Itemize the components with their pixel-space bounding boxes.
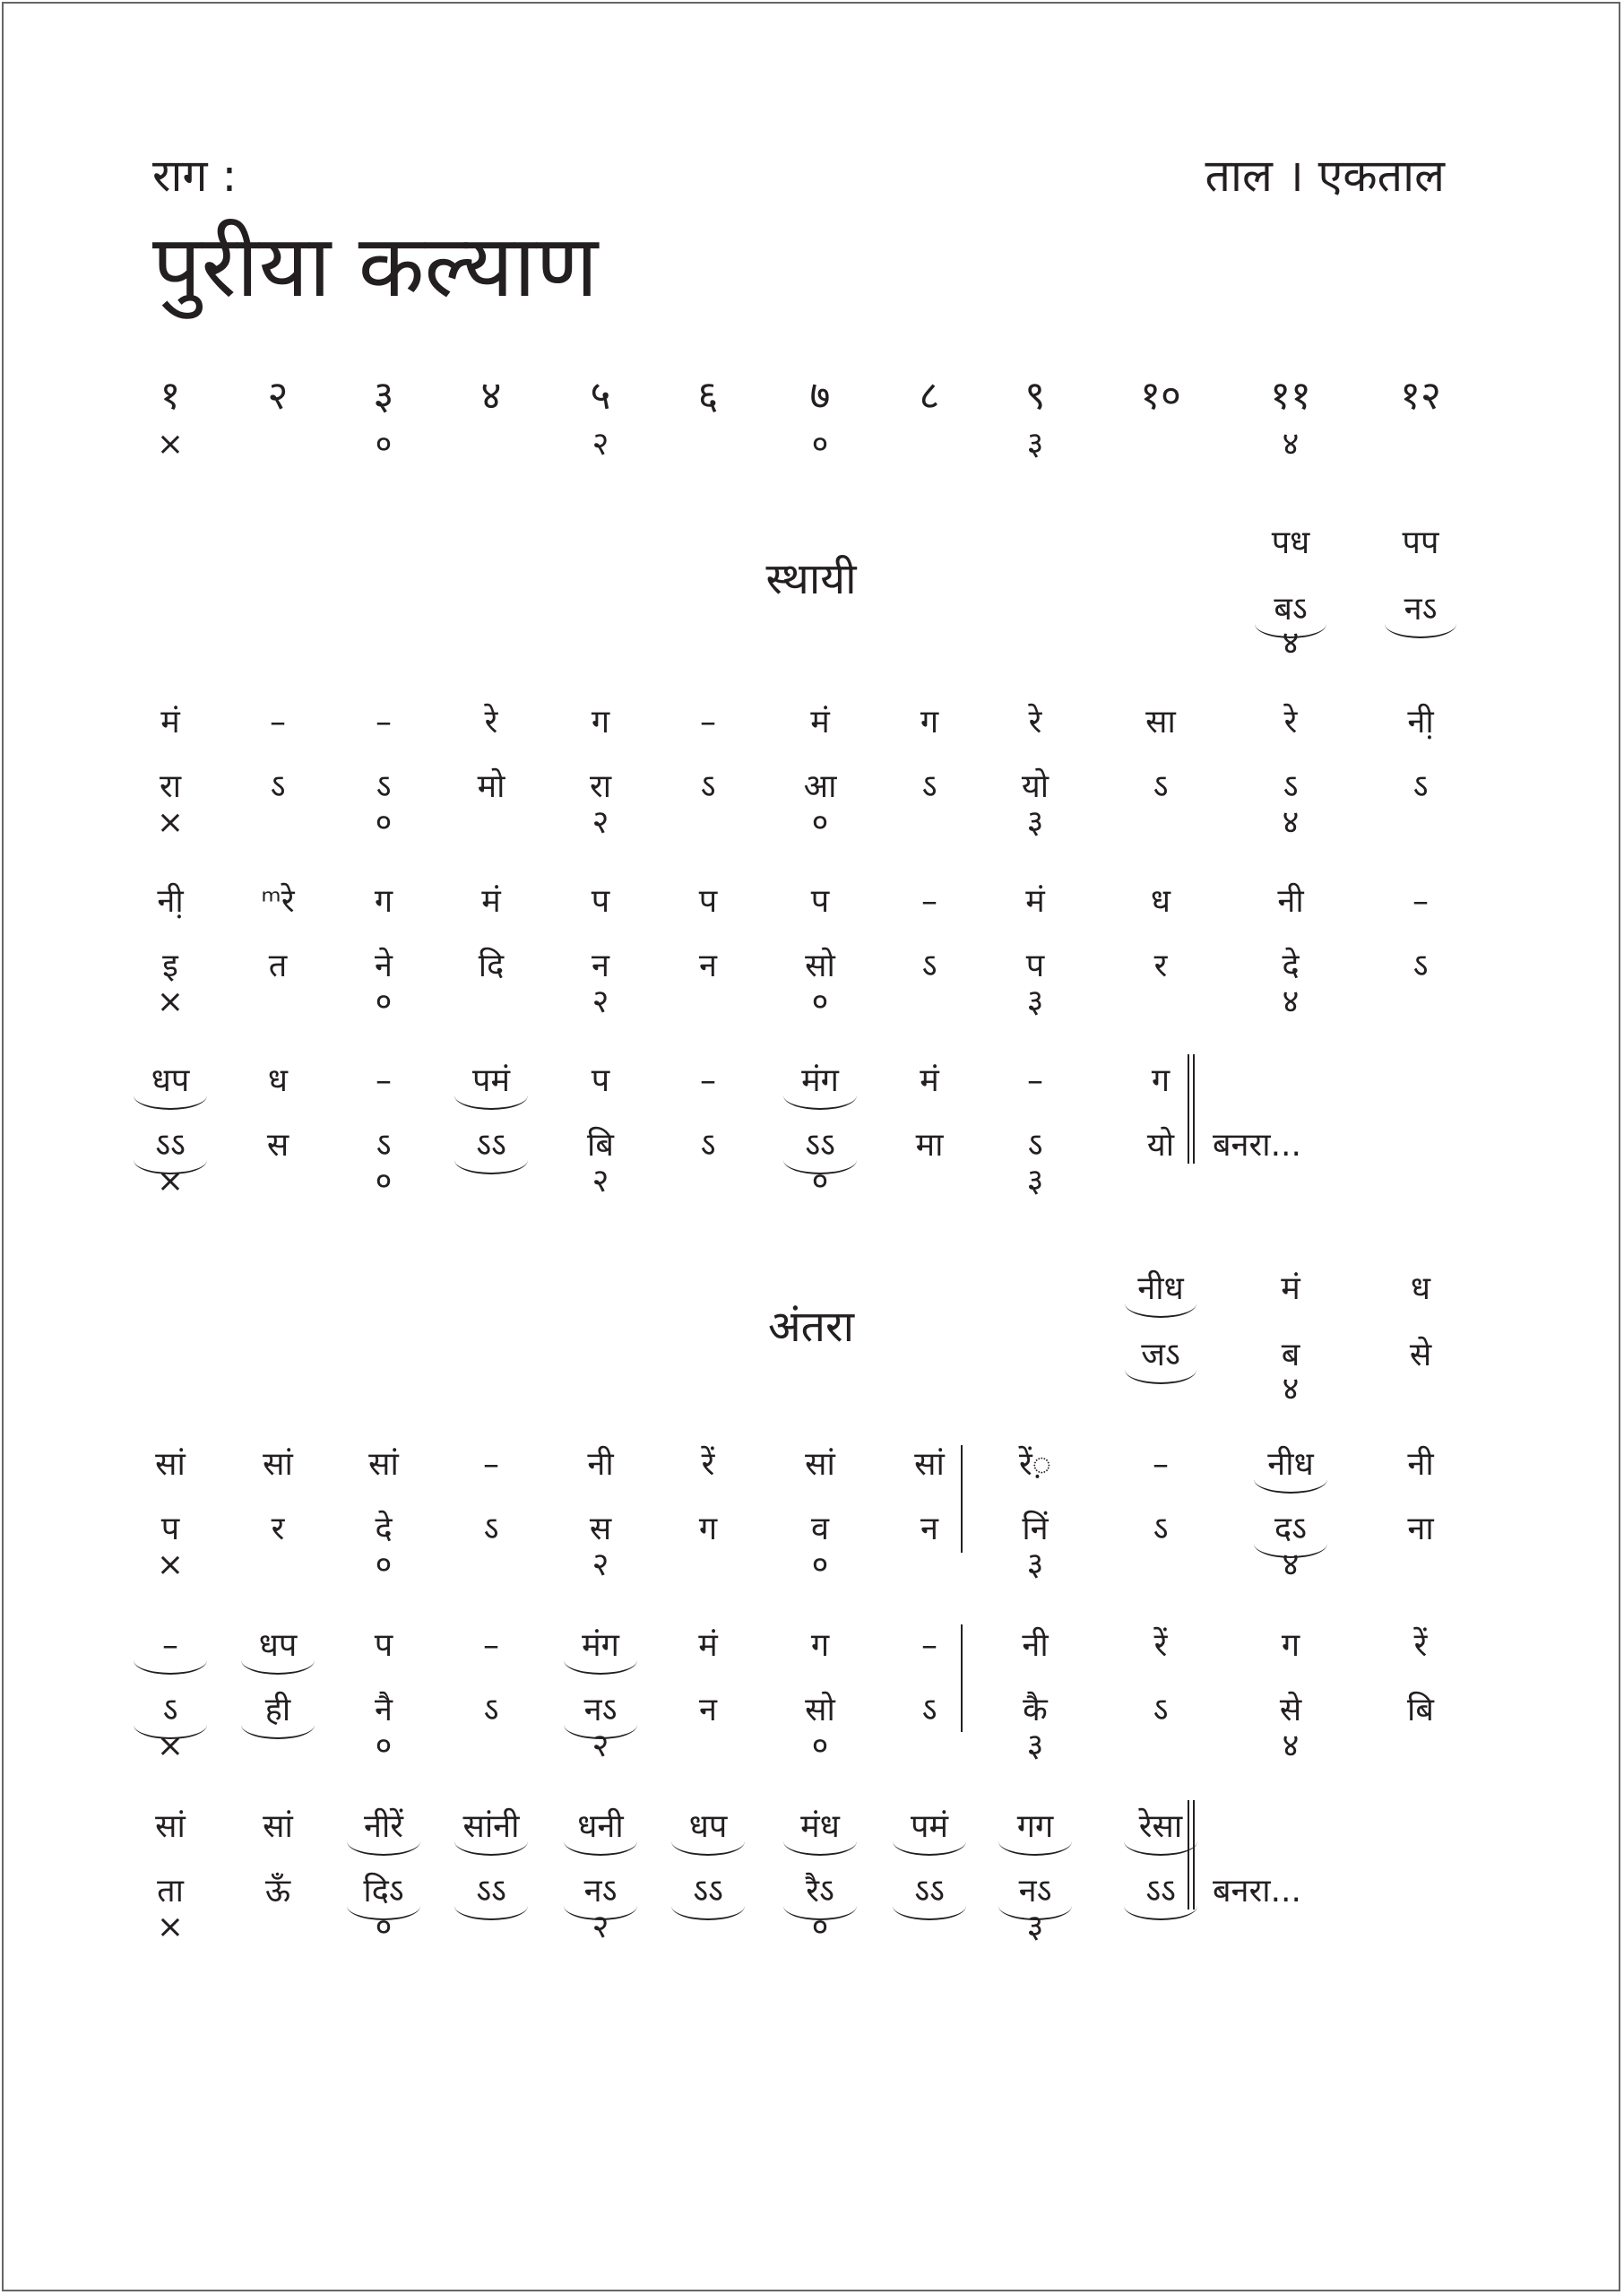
beat-marker: २ <box>592 1728 609 1764</box>
swar-note: ग <box>374 883 393 920</box>
beat-marker: ३ <box>1026 983 1044 1020</box>
raag-name: पुरीया कल्याण <box>152 216 599 316</box>
bol-syllable: ऽ <box>921 1692 937 1728</box>
swar-note: मं <box>920 1062 939 1099</box>
swar-note: – <box>921 1627 937 1664</box>
bol-syllable: नऽ <box>583 1692 618 1728</box>
swar-note: ध <box>1410 1270 1431 1307</box>
section-title: अंतरा <box>767 1302 855 1352</box>
swar-note: – <box>1153 1446 1169 1483</box>
swar-note: रे <box>484 704 498 740</box>
swar-note: सां <box>263 1808 293 1845</box>
beat-marker: ० <box>375 1909 393 1945</box>
bol-syllable: रैऽ <box>806 1873 834 1910</box>
swar-note: सांनी <box>462 1808 520 1845</box>
swar-note: रें <box>1413 1627 1428 1664</box>
barline <box>961 1445 963 1553</box>
bol-syllable: से <box>1279 1692 1302 1728</box>
beat-marker: ३ <box>1026 804 1044 841</box>
beat-marker: २ <box>592 426 609 463</box>
bol-syllable: ऽ <box>921 768 937 805</box>
bol-syllable: ऽऽ <box>1145 1873 1176 1910</box>
beat-marker: ० <box>811 1728 829 1764</box>
bol-syllable: स <box>589 1511 612 1547</box>
swar-note: नी <box>1022 1627 1049 1664</box>
beat-marker: ४ <box>1282 1371 1300 1407</box>
beat-marker: ३ <box>1026 426 1044 463</box>
bol-syllable: मो <box>477 768 505 805</box>
bol-syllable: ऽ <box>270 768 286 805</box>
beat-marker: ४ <box>1282 983 1300 1020</box>
swar-note: सां <box>368 1446 399 1483</box>
bol-syllable: स <box>266 1127 289 1164</box>
bol-syllable: ऽ <box>376 1127 392 1164</box>
bol-syllable: दिऽ <box>363 1873 404 1910</box>
beat-marker: × <box>156 1909 185 1945</box>
beat-marker: ४ <box>1282 804 1300 841</box>
beat-marker: × <box>156 1728 185 1764</box>
beat-marker: ० <box>375 1163 393 1199</box>
swar-note: – <box>700 1062 716 1099</box>
beat-marker: ० <box>375 1728 393 1764</box>
bol-syllable: मा <box>915 1127 944 1164</box>
bol-syllable: ता <box>157 1873 184 1910</box>
swar-note: मं <box>1281 1270 1300 1307</box>
beat-marker: ० <box>375 983 393 1020</box>
double-barline <box>1188 1800 1195 1910</box>
bol-syllable: र <box>271 1511 285 1547</box>
bol-syllable: सो <box>805 948 835 984</box>
swar-note: धप <box>151 1062 190 1099</box>
bol-syllable: रा <box>589 768 612 805</box>
bol-syllable: ऽऽ <box>155 1127 186 1164</box>
swar-note: धनी <box>577 1808 624 1845</box>
bol-syllable: ऽ <box>483 1511 499 1547</box>
beat-marker: ४ <box>1282 1728 1300 1764</box>
swar-note: मंग <box>582 1627 619 1664</box>
swar-note: सां <box>805 1446 835 1483</box>
bol-syllable: ऽ <box>1153 1511 1169 1547</box>
bol-syllable: ब <box>1281 1337 1300 1373</box>
bol-syllable: ने <box>375 948 393 984</box>
beat-marker: × <box>156 804 185 841</box>
bol-syllable: यो <box>1146 1127 1175 1164</box>
bol-syllable: दऽ <box>1274 1511 1307 1547</box>
swar-note: ग <box>810 1627 830 1664</box>
beat-number: १२ <box>1400 373 1441 419</box>
beat-marker: ३ <box>1026 1728 1044 1764</box>
swar-note: नी <box>1277 883 1304 920</box>
swar-note: – <box>270 704 286 740</box>
swar-note: प <box>374 1627 393 1664</box>
swar-note: नी <box>1407 1446 1434 1483</box>
bol-syllable: इ <box>162 948 178 984</box>
beat-number: ११ <box>1270 373 1311 419</box>
swar-note: पध <box>1271 524 1310 561</box>
beat-marker: ० <box>375 804 393 841</box>
beat-marker: ३ <box>1026 1909 1044 1945</box>
beat-marker: × <box>156 983 185 1020</box>
bol-syllable: न <box>699 1692 717 1728</box>
beat-marker: ४ <box>1282 1546 1300 1583</box>
beat-number: ९ <box>1024 373 1046 419</box>
bol-syllable: बऽ <box>1274 591 1308 628</box>
bol-syllable: ऽ <box>1153 768 1169 805</box>
beat-number: २ <box>267 373 289 419</box>
swar-note: – <box>376 704 392 740</box>
bol-syllable: ऽ <box>921 948 937 984</box>
bol-syllable: न <box>920 1511 938 1547</box>
swar-note: नीरें <box>363 1808 404 1845</box>
bol-syllable: ही <box>264 1692 291 1728</box>
beat-marker: × <box>156 426 185 463</box>
beat-marker: ० <box>811 804 829 841</box>
swar-note: – <box>1412 883 1429 920</box>
bol-syllable: दि <box>478 948 505 984</box>
swar-note: ध <box>1150 883 1171 920</box>
beat-marker: २ <box>592 804 609 841</box>
beat-marker: ३ <box>1026 1163 1044 1199</box>
swar-note: रें <box>701 1446 715 1483</box>
swar-note: – <box>376 1062 392 1099</box>
bol-syllable: रा <box>159 768 182 805</box>
bol-syllable: ऽऽ <box>805 1127 835 1164</box>
beat-number: ४ <box>480 373 502 419</box>
swar-note: ध <box>267 1062 289 1099</box>
swar-note: पमं <box>911 1808 948 1845</box>
bol-syllable: से <box>1409 1337 1432 1373</box>
double-barline <box>1188 1054 1195 1164</box>
bol-syllable: ग <box>698 1511 718 1547</box>
bol-syllable: सो <box>805 1692 835 1728</box>
swar-note: पमं <box>472 1062 510 1099</box>
swar-note: ग <box>1281 1627 1300 1664</box>
swar-note: मं <box>481 883 501 920</box>
bol-syllable: र <box>1153 948 1168 984</box>
swar-note: प <box>810 883 830 920</box>
bol-syllable: ऊँ <box>264 1873 291 1910</box>
raag-label: राग : <box>152 150 238 202</box>
bol-syllable: ऽ <box>1153 1692 1169 1728</box>
swar-note: नीध <box>1137 1270 1184 1307</box>
beat-marker: २ <box>592 1163 609 1199</box>
swar-note: सां <box>263 1446 293 1483</box>
bol-syllable: ना <box>1407 1511 1434 1547</box>
swar-note: नीध <box>1267 1446 1314 1483</box>
swar-note: प <box>591 1062 610 1099</box>
swar-note: – <box>483 1627 499 1664</box>
beat-marker: ० <box>811 426 829 463</box>
bol-syllable: न <box>699 948 717 984</box>
swar-note: मं <box>810 704 830 740</box>
swar-note: नी़ <box>157 883 184 920</box>
beat-marker: ० <box>811 1163 829 1199</box>
beat-number: ६ <box>697 373 719 419</box>
bol-syllable: ऽऽ <box>693 1873 723 1910</box>
section-title: स्थायी <box>765 554 857 604</box>
beat-marker: × <box>156 1163 185 1199</box>
swar-note: रें <box>1153 1627 1168 1664</box>
beat-marker: ० <box>375 1546 393 1583</box>
taal-label: ताल । एकताल <box>1205 150 1445 202</box>
bol-syllable: दे <box>1282 948 1300 984</box>
bol-syllable: नै <box>375 1692 393 1728</box>
swar-note: सां <box>155 1808 186 1845</box>
beat-marker: ४ <box>1282 426 1300 463</box>
bol-syllable: बि <box>1407 1692 1434 1728</box>
swar-note: – <box>162 1627 178 1664</box>
beat-marker: २ <box>592 1546 609 1583</box>
swar-note: धप <box>258 1627 298 1664</box>
beat-marker: २ <box>592 1909 609 1945</box>
swar-note: – <box>483 1446 499 1483</box>
swar-note: धप <box>688 1808 728 1845</box>
bol-syllable: ऽ <box>483 1692 499 1728</box>
swar-note: रे <box>1283 704 1298 740</box>
swar-note: ग <box>1151 1062 1170 1099</box>
bol-syllable: ऽऽ <box>476 1873 506 1910</box>
swar-note: मं <box>698 1627 718 1664</box>
bol-syllable: त <box>268 948 288 984</box>
bol-syllable: दे <box>375 1511 393 1547</box>
bol-syllable: प <box>1025 948 1045 984</box>
swar-note: सां <box>914 1446 945 1483</box>
beat-marker: ४ <box>1282 625 1300 662</box>
swar-note: सां <box>155 1446 186 1483</box>
swar-note: ग <box>920 704 939 740</box>
bol-syllable: ऽ <box>1412 948 1429 984</box>
bol-syllable: न <box>592 948 609 984</box>
bol-syllable: निं <box>1022 1511 1049 1547</box>
bol-syllable: ऽऽ <box>476 1127 506 1164</box>
swar-note: ᵐरे <box>261 883 295 920</box>
beat-number: ७ <box>809 373 831 419</box>
beat-marker: २ <box>592 983 609 1020</box>
bol-syllable: बि <box>587 1127 614 1164</box>
swar-note: मं <box>160 704 180 740</box>
beat-number: १० <box>1140 373 1181 419</box>
swar-note: रे <box>1028 704 1042 740</box>
bol-syllable: जऽ <box>1141 1337 1180 1373</box>
bol-syllable: यो <box>1021 768 1050 805</box>
swar-note: ग <box>591 704 610 740</box>
swar-note: सा <box>1145 704 1176 740</box>
beat-number: ८ <box>919 373 940 419</box>
bol-syllable: आ <box>803 768 837 805</box>
beat-marker: ० <box>811 1909 829 1945</box>
bol-syllable: व <box>810 1511 830 1547</box>
swar-note: प <box>698 883 718 920</box>
tail-text: बनरा... <box>1213 1127 1301 1164</box>
swar-note: मंग <box>801 1062 839 1099</box>
swar-note: प <box>591 883 610 920</box>
swar-note: रें़ <box>1018 1446 1052 1483</box>
beat-marker: ३ <box>1026 1546 1044 1583</box>
bol-syllable: ऽ <box>162 1692 178 1728</box>
beat-marker: ० <box>811 983 829 1020</box>
barline <box>961 1624 963 1732</box>
beat-marker: × <box>156 1546 185 1583</box>
swar-note: नी <box>587 1446 614 1483</box>
beat-number: ५ <box>590 373 611 419</box>
swar-note: गग <box>1016 1808 1054 1845</box>
bol-syllable: नऽ <box>583 1873 618 1910</box>
swar-note: नी़ <box>1407 704 1434 740</box>
swar-note: – <box>700 704 716 740</box>
bol-syllable: ऽऽ <box>914 1873 945 1910</box>
bol-syllable: ऽ <box>376 768 392 805</box>
bol-syllable: ऽ <box>700 1127 716 1164</box>
beat-number: ३ <box>373 373 394 419</box>
bol-syllable: नऽ <box>1018 1873 1052 1910</box>
swar-note: मंध <box>800 1808 840 1845</box>
swar-note: – <box>921 883 937 920</box>
beat-marker: ० <box>375 426 393 463</box>
swar-note: रेसा <box>1138 1808 1183 1845</box>
bol-syllable: ऽ <box>1283 768 1299 805</box>
swar-note: मं <box>1025 883 1045 920</box>
bol-syllable: कै <box>1023 1692 1048 1728</box>
beat-marker: ० <box>811 1546 829 1583</box>
bol-syllable: प <box>160 1511 180 1547</box>
swar-note: – <box>1027 1062 1043 1099</box>
swar-note: पप <box>1402 524 1439 561</box>
beat-number: १ <box>160 373 181 419</box>
bol-syllable: ऽ <box>1027 1127 1043 1164</box>
bol-syllable: ऽ <box>700 768 716 805</box>
tail-text: बनरा... <box>1213 1873 1301 1910</box>
bol-syllable: ऽ <box>1412 768 1429 805</box>
bol-syllable: नऽ <box>1404 591 1438 628</box>
